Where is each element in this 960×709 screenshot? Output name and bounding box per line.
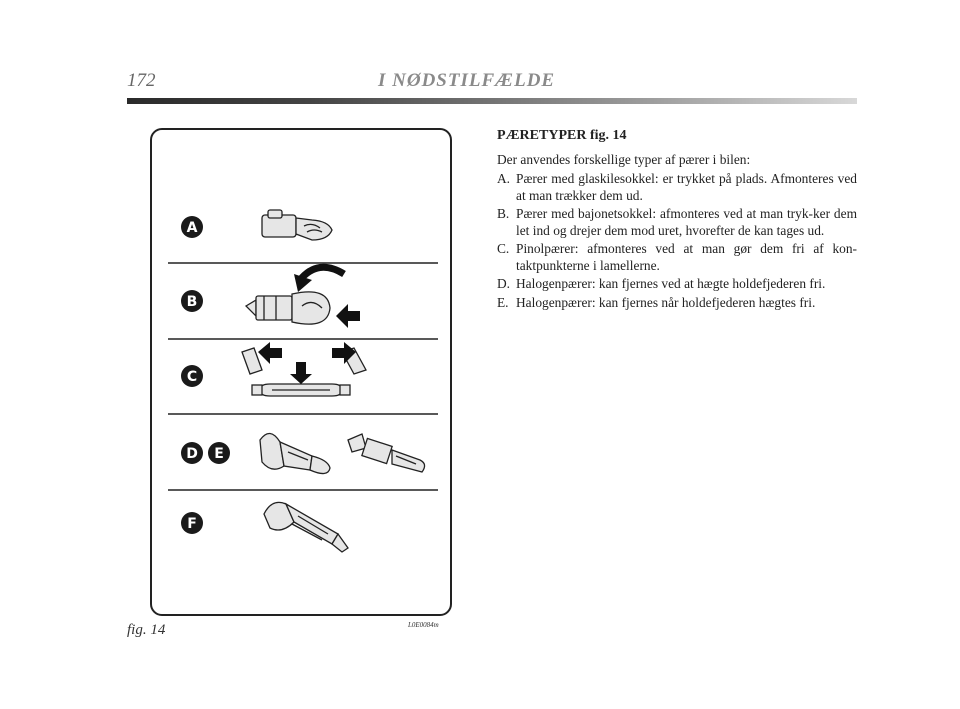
badge-f-label: F bbox=[187, 516, 197, 532]
text-column bbox=[497, 128, 857, 313]
figure-frame bbox=[150, 128, 452, 616]
badge-d-label: D bbox=[186, 446, 198, 462]
badge-c-label: C bbox=[186, 369, 198, 385]
badge-e-label: E bbox=[214, 446, 224, 462]
bulb-type-list bbox=[497, 171, 857, 311]
list-item-letter: B. bbox=[497, 206, 510, 221]
header-rule bbox=[127, 98, 857, 104]
bayonet-bulb-icon bbox=[246, 292, 330, 324]
list-item-text: Pærer med glaskilesokkel: er trykket på plads. Afmonteres ved at man trækker dem ud. bbox=[516, 171, 857, 203]
list-item-text: Halogenpærer: kan fjernes når holdefjederen hægtes fri. bbox=[516, 294, 816, 310]
list-item-letter: D. bbox=[497, 276, 511, 291]
rotate-arrow-icon bbox=[294, 267, 344, 292]
badge-c bbox=[181, 365, 203, 387]
release-arrows-icon bbox=[258, 342, 356, 384]
list-item-letter: C. bbox=[497, 241, 510, 256]
badge-d bbox=[181, 442, 203, 464]
list-item bbox=[497, 276, 857, 293]
list-item bbox=[497, 206, 857, 239]
list-item-text: Pinolpærer: afmonteres ved at man gør dem fri af kon-taktpunkterne i lamellerne. bbox=[516, 241, 857, 273]
badge-b bbox=[181, 290, 203, 312]
running-title: I NØDSTILFÆLDE bbox=[378, 70, 556, 91]
list-item-letter: E. bbox=[497, 294, 509, 310]
badge-f bbox=[181, 512, 203, 534]
list-item bbox=[497, 295, 857, 312]
figure-code: L0E0084m bbox=[408, 621, 439, 629]
bulb-types-illustration bbox=[152, 130, 452, 616]
list-item-text: Pærer med bajonetsokkel: afmonteres ved at man tryk-ker dem let ind og drejer dem mod uret, hvorefter de kan tages ud. bbox=[516, 206, 857, 238]
badge-a bbox=[181, 216, 203, 238]
glass-wedge-bulb-icon bbox=[262, 210, 332, 240]
push-arrow-icon bbox=[336, 304, 360, 328]
list-item-letter: A. bbox=[497, 171, 511, 186]
xenon-bulb-icon bbox=[264, 502, 348, 552]
section-heading: PÆRETYPER fig. 14 bbox=[497, 128, 627, 143]
halogen-bulb-h1-icon bbox=[348, 434, 425, 472]
page-number: 172 bbox=[127, 70, 156, 91]
badge-b-label: B bbox=[186, 294, 198, 310]
halogen-bulb-h7-icon bbox=[260, 433, 330, 473]
intro-paragraph: Der anvendes forskellige typer af pærer i bilen: bbox=[497, 151, 751, 167]
list-item bbox=[497, 241, 857, 274]
badge-e bbox=[208, 442, 230, 464]
list-item-text: Halogenpærer: kan fjernes ved at hægte holdefjederen fri. bbox=[516, 276, 826, 291]
list-item bbox=[497, 171, 857, 204]
figure-caption: fig. 14 bbox=[127, 622, 166, 638]
badge-a-label: A bbox=[186, 220, 198, 236]
